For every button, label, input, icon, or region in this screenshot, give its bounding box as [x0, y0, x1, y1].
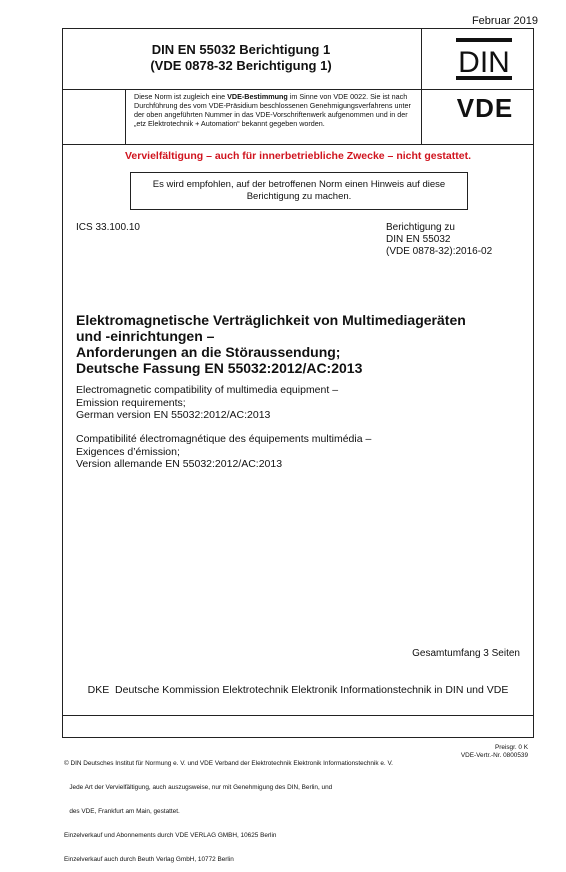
vde-number: (VDE 0878-32 Berichtigung 1) — [150, 58, 332, 73]
din-logo-icon — [454, 36, 514, 82]
publication-date: Februar 2019 — [471, 15, 538, 27]
dke-line: DKE Deutsche Kommission Elektrotechnik Elektronik Informationstechnik in DIN und VDE — [87, 684, 509, 696]
correction-reference: Berichtigung zu DIN EN 55032 (VDE 0878-32):2016-02 — [386, 222, 493, 257]
din-logo-text: DIN — [458, 46, 510, 79]
total-pages: Gesamtumfang 3 Seiten — [412, 648, 520, 659]
price-group: Preisgr. 0 K — [494, 744, 528, 751]
vde-logo-icon — [440, 94, 530, 122]
copyright-footer: © DIN Deutsches Institut für Normung e. V. und VDE Verband der Elektrotechnik Elektronik Informationstechnik e. V. Jede Art der Vervielfältigung, auch auszugsweise, nur mit Genehmigung des DIN, Berlin, und des VDE, Frankfurt am Main, gestattet. Einzelverkauf und Abonnements durch VDE VERLAG GMBH, 10625 Berlin Einzelverkauf auch durch Beuth Verlag GmbH, 10772 Berlin — [64, 760, 393, 863]
cover-frame — [62, 28, 534, 738]
vde-bestimmung-label: VDE-Bestimmung — [227, 92, 288, 101]
divider-notice — [63, 144, 533, 145]
recommendation-box: Es wird empfohlen, auf der betroffenen Norm einen Hinweis auf diese Berichtigung zu machen. — [130, 172, 468, 210]
divider-title — [63, 89, 533, 90]
divider-notice-left — [125, 89, 126, 144]
vde-logo-text: VDE — [456, 94, 514, 122]
document-number: DIN EN 55032 Berichtigung 1 — [151, 42, 331, 57]
ics-code: ICS 33.100.10 — [76, 222, 140, 233]
vde-logo — [440, 94, 530, 122]
document-title — [62, 28, 420, 88]
reproduction-warning: Vervielfältigung – auch für innerbetriebliche Zwecke – nicht gestattet. — [124, 150, 471, 162]
din-logo — [454, 36, 514, 82]
divider-footer — [63, 715, 533, 716]
french-title: Compatibilité électromagnétique des équipements multimédia – Exigences d’émission; Version allemande EN 55032:2012/AC:2013 — [76, 433, 372, 470]
vde-regulation-notice: Diese Norm ist zugleich eine VDE-Bestimmung im Sinne von VDE 0022. Sie ist nach Durchführung des vom VDE-Präsidium beschlossenen Genehmigungsverfahrens unter der oben angeführten Nummer in das VDE-Vorschriftenwerk aufgenommen und in der „etz Elektrotechnik + Automation“ bekannt gegeben worden. — [134, 92, 411, 128]
english-title: Electromagnetic compatibility of multimedia equipment – Emission requirements; German version EN 55032:2012/AC:2013 — [76, 384, 339, 421]
divider-logo-column — [421, 29, 422, 144]
vde-contract-number: VDE-Vertr.-Nr. 0800539 — [460, 752, 528, 759]
price-info — [461, 744, 528, 760]
german-title: Elektromagnetische Verträglichkeit von Multimediageräten und -einrichtungen – Anforderungen an die Störaussendung; Deutsche Fassung EN 55032:2012/AC:2013 — [76, 312, 466, 376]
